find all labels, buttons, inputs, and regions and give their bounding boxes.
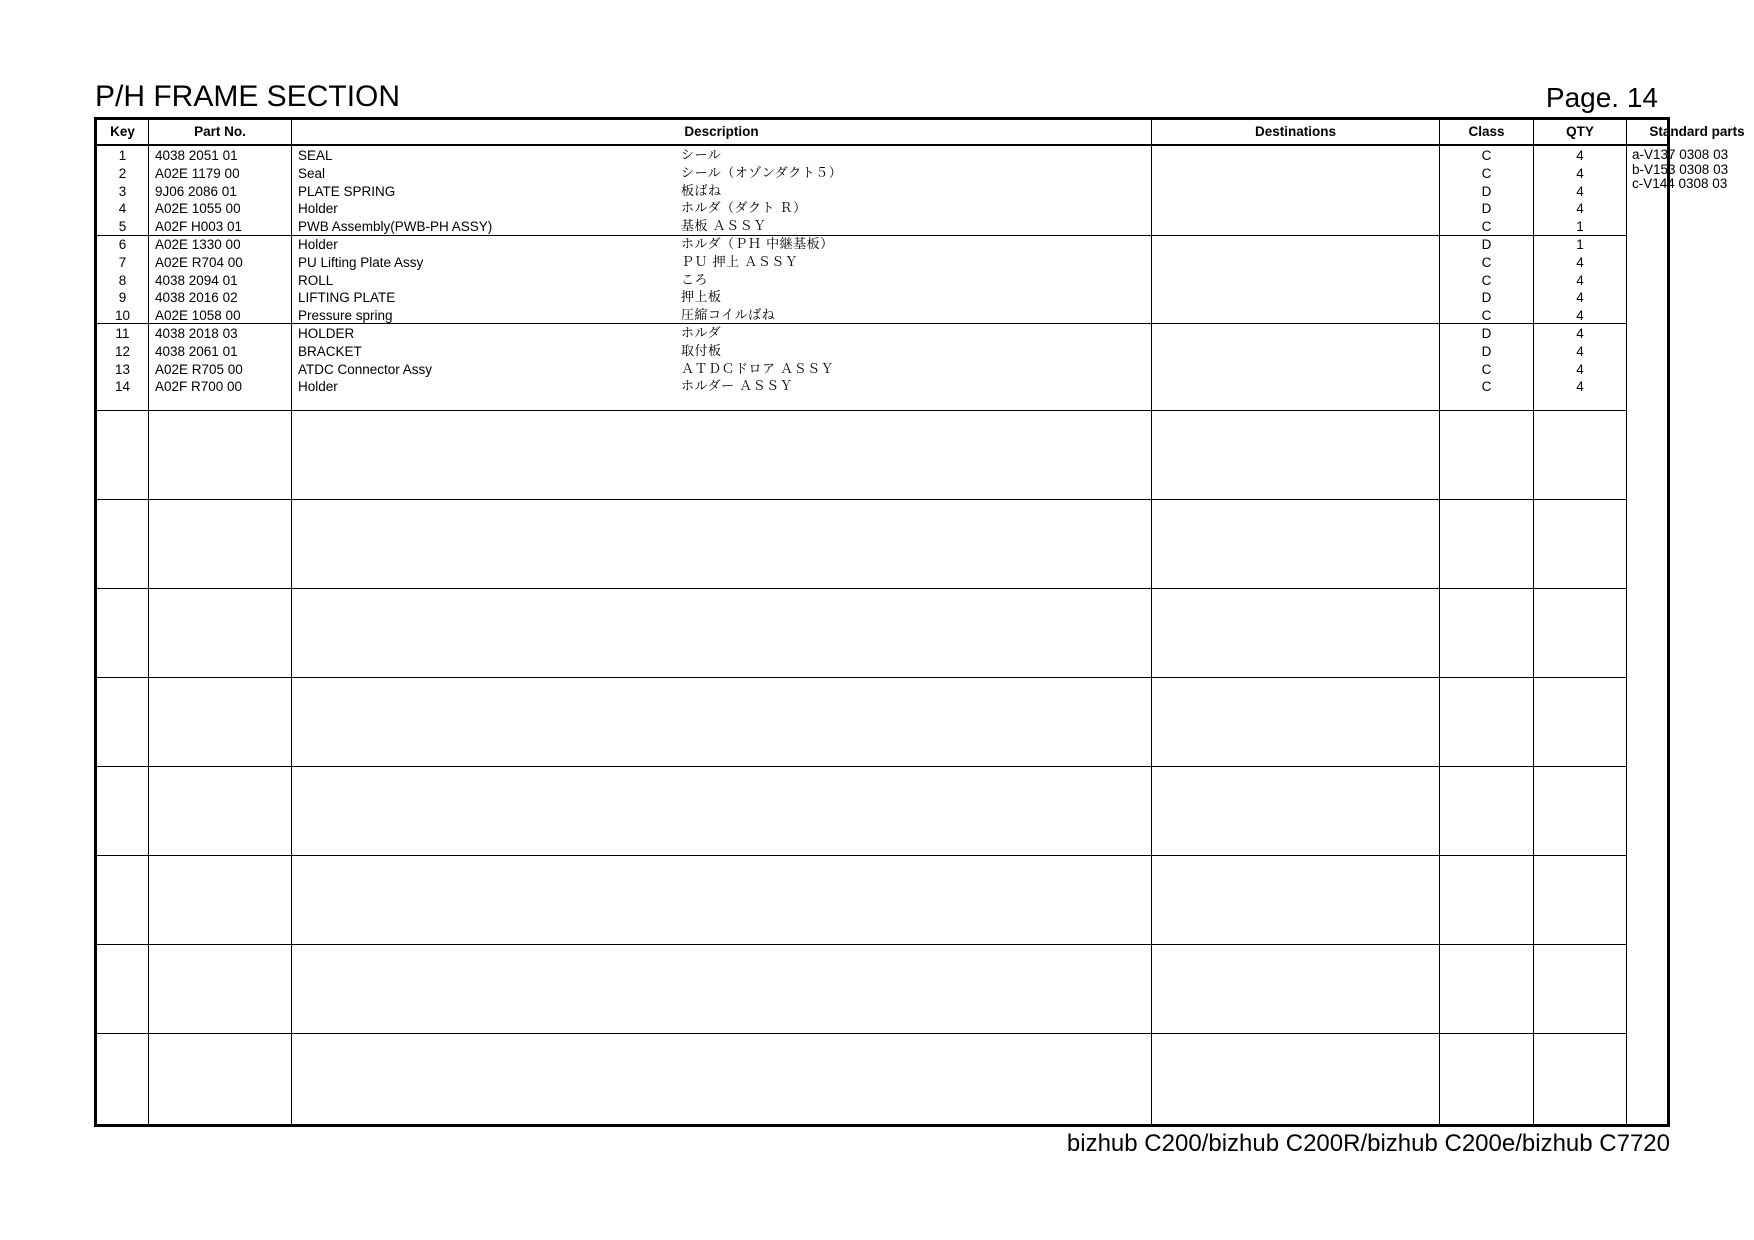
standard-part-item: a-V137 0308 03	[1632, 147, 1729, 162]
cell-description-jp: ＡＴＤＣドロア ＡＳＳＹ	[681, 361, 835, 377]
cell-key: 10	[114, 308, 131, 324]
cell-description-jp: シール（オゾンダクト５）	[681, 165, 843, 181]
cell-class: C	[1481, 272, 1492, 288]
cell-qty: 4	[1576, 254, 1584, 270]
cell-key: 14	[114, 379, 131, 395]
cell-part-no: A02F H003 01	[155, 219, 243, 235]
cell-part-no: 4038 2061 01	[155, 343, 238, 359]
cell-qty: 1	[1576, 219, 1584, 235]
page-title: P/H FRAME SECTION	[95, 80, 401, 113]
cell-class: D	[1481, 201, 1492, 217]
row-divider	[97, 944, 1627, 945]
header-qty: QTY	[1566, 124, 1594, 139]
cell-description-jp: ホルダ	[681, 326, 721, 341]
row-divider	[97, 235, 1627, 236]
cell-qty: 4	[1576, 379, 1584, 395]
cell-key: 7	[118, 254, 127, 270]
cell-key: 5	[118, 219, 127, 235]
header-class: Class	[1468, 124, 1505, 139]
cell-part-no: A02E R705 00	[155, 361, 243, 377]
column-divider	[1626, 120, 1627, 1124]
cell-description-en: PU Lifting Plate Assy	[298, 254, 424, 270]
cell-description-en: Holder	[298, 379, 338, 395]
parts-table	[94, 117, 1745, 1127]
cell-key: 13	[114, 361, 131, 377]
cell-description-jp: ホルダー ＡＳＳＹ	[681, 379, 794, 395]
cell-qty: 4	[1576, 201, 1584, 217]
cell-qty: 4	[1576, 165, 1584, 181]
cell-qty: 4	[1576, 343, 1584, 359]
cell-description-en: SEAL	[298, 148, 333, 163]
cell-part-no: A02E 1330 00	[155, 237, 241, 252]
cell-part-no: A02E R704 00	[155, 254, 243, 270]
cell-key: 1	[118, 148, 127, 163]
row-divider	[97, 410, 1627, 411]
cell-description-jp: シール	[681, 148, 722, 163]
cell-key: 3	[118, 183, 127, 199]
cell-description-en: Pressure spring	[298, 308, 393, 324]
cell-class: C	[1481, 219, 1492, 235]
cell-class: D	[1481, 343, 1492, 359]
column-divider	[291, 120, 292, 1124]
cell-class: D	[1481, 326, 1492, 341]
cell-description-jp: 取付板	[681, 343, 722, 359]
row-divider	[97, 855, 1627, 856]
header-destinations: Destinations	[1254, 124, 1336, 139]
cell-description-en: PWB Assembly(PWB-PH ASSY)	[298, 219, 493, 235]
cell-class: C	[1481, 254, 1492, 270]
cell-description-en: HOLDER	[298, 326, 355, 341]
header-standard-parts: Standard parts	[1649, 124, 1745, 139]
cell-description-en: Seal	[298, 165, 326, 181]
cell-description-en: LIFTING PLATE	[298, 290, 396, 306]
cell-part-no: A02E 1055 00	[155, 201, 241, 217]
cell-description-jp: 圧縮コイルばね	[681, 308, 776, 324]
cell-class: C	[1481, 308, 1492, 324]
cell-key: 12	[114, 343, 131, 359]
row-divider	[97, 499, 1627, 500]
cell-key: 2	[118, 165, 127, 181]
row-divider	[97, 766, 1627, 767]
model-footer: bizhub C200/bizhub C200R/bizhub C200e/bizhub C7720	[1066, 1130, 1670, 1157]
cell-class: C	[1481, 379, 1492, 395]
cell-qty: 4	[1576, 326, 1584, 341]
cell-key: 9	[118, 290, 127, 306]
cell-qty: 4	[1576, 361, 1584, 377]
header-key: Key	[110, 124, 135, 139]
cell-description-jp: 基板 ＡＳＳＹ	[681, 219, 767, 235]
cell-key: 11	[115, 326, 130, 341]
row-divider	[97, 1033, 1627, 1034]
row-divider	[97, 588, 1627, 589]
cell-description-jp: ホルダ（ダクト Ｒ）	[681, 201, 807, 217]
cell-class: D	[1481, 290, 1492, 306]
cell-description-jp: ホルダ（ＰＨ 中継基板）	[681, 237, 834, 252]
standard-parts-list	[1632, 148, 1728, 192]
cell-key: 6	[118, 237, 127, 252]
cell-class: C	[1481, 165, 1492, 181]
header-part-no: Part No.	[194, 124, 246, 139]
cell-description-en: BRACKET	[298, 343, 362, 359]
cell-description-en: Holder	[298, 237, 338, 252]
cell-description-jp: 押上板	[681, 290, 722, 306]
cell-class: C	[1481, 361, 1492, 377]
cell-part-no: 4038 2094 01	[155, 272, 238, 288]
cell-qty: 4	[1576, 272, 1584, 288]
standard-part-item: b-V153 0308 03	[1632, 161, 1729, 177]
row-divider	[97, 323, 1627, 324]
cell-part-no: 4038 2051 01	[155, 148, 238, 163]
cell-qty: 4	[1576, 290, 1584, 306]
cell-part-no: A02F R700 00	[155, 379, 243, 395]
cell-description-en: PLATE SPRING	[298, 183, 396, 199]
cell-description-jp: ころ	[681, 272, 709, 288]
cell-description-jp: ＰＵ 押上 ＡＳＳＹ	[681, 254, 799, 270]
cell-key: 4	[118, 201, 127, 217]
row-divider	[97, 677, 1627, 678]
cell-part-no: 9J06 2086 01	[155, 183, 237, 199]
cell-class: D	[1481, 237, 1492, 252]
cell-qty: 4	[1576, 183, 1584, 199]
cell-part-no: 4038 2016 02	[155, 290, 238, 306]
cell-description-en: Holder	[298, 201, 338, 217]
cell-qty: 4	[1576, 308, 1584, 324]
cell-description-en: ROLL	[298, 272, 334, 288]
standard-part-item: c-V144 0308 03	[1632, 176, 1728, 191]
cell-part-no: A02E 1058 00	[155, 308, 241, 324]
cell-description-en: ATDC Connector Assy	[298, 361, 433, 377]
cell-key: 8	[118, 272, 127, 288]
header-description: Description	[684, 124, 759, 139]
cell-part-no: 4038 2018 03	[155, 326, 238, 341]
header-divider	[97, 144, 1667, 146]
cell-class: D	[1481, 183, 1492, 199]
column-divider	[148, 120, 149, 1124]
column-divider	[1151, 120, 1152, 1124]
page-number: Page. 14	[1545, 82, 1658, 113]
cell-qty: 4	[1576, 148, 1584, 163]
cell-description-jp: 板ばね	[681, 183, 722, 199]
cell-qty: 1	[1576, 237, 1584, 252]
cell-part-no: A02E 1179 00	[155, 165, 240, 181]
cell-class: C	[1481, 148, 1492, 163]
